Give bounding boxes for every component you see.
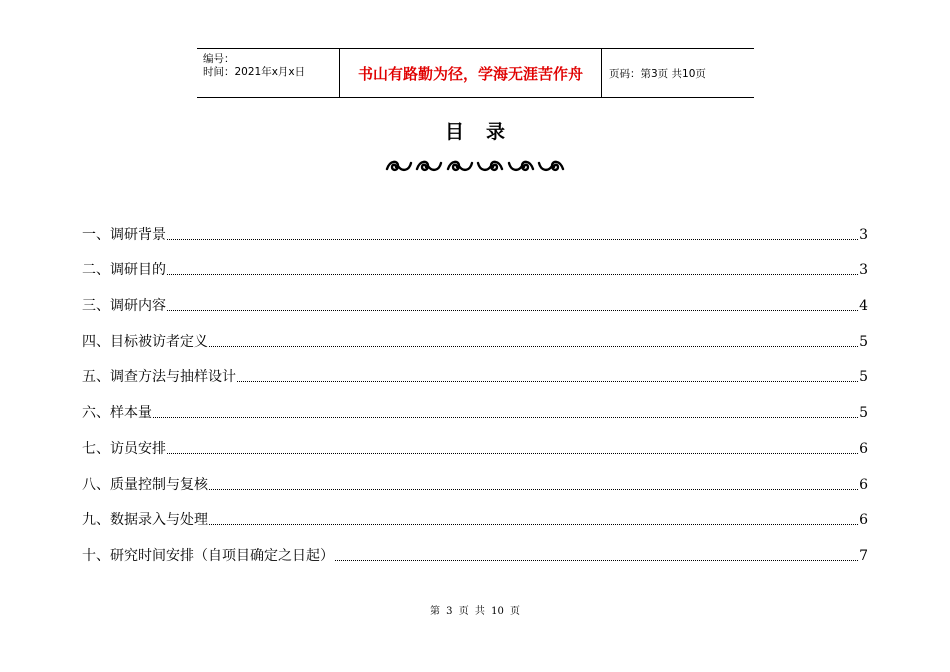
toc-entry-label: 七、访员安排	[82, 440, 166, 457]
toc-leader-dots	[167, 453, 858, 454]
toc-leader-dots	[335, 560, 858, 561]
toc-leader-dots	[167, 239, 858, 240]
code-label: 编号：	[203, 53, 235, 65]
toc-entry-label: 二、调研目的	[82, 262, 166, 279]
toc-entry-label: 四、目标被访者定义	[82, 333, 208, 350]
toc-entry-page: 5	[859, 369, 868, 386]
toc-entry[interactable]	[82, 458, 868, 494]
toc-entry-page: 6	[859, 512, 868, 529]
flourish-icon	[385, 157, 413, 175]
toc-entry-label: 十、研究时间安排（自项目确定之日起）	[82, 547, 334, 564]
toc-entry-page: 5	[859, 333, 868, 350]
flourish-icon	[537, 157, 565, 175]
toc-entry[interactable]	[82, 315, 868, 351]
toc-entry[interactable]	[82, 422, 868, 458]
toc-leader-dots	[209, 489, 858, 490]
toc-leader-dots	[167, 274, 858, 275]
toc-entry-page: 5	[859, 405, 868, 422]
header-motto: 书山有路勤为径，学海无涯苦作舟	[339, 49, 602, 97]
toc-entry-label: 八、质量控制与复核	[82, 476, 208, 493]
toc-entry[interactable]	[82, 494, 868, 530]
flourish-icon	[446, 157, 474, 175]
toc-list	[82, 208, 868, 565]
toc-entry-page: 3	[859, 262, 868, 279]
toc-entry-label: 五、调查方法与抽样设计	[82, 369, 236, 386]
header-page-info: 页码：第3页 共10页	[609, 67, 706, 80]
toc-entry[interactable]	[82, 386, 868, 422]
toc-entry-page: 3	[859, 226, 868, 243]
toc-entry[interactable]	[82, 529, 868, 565]
date-label: 时间：2021年x月x日	[203, 66, 306, 78]
toc-entry[interactable]	[82, 244, 868, 280]
toc-entry-label: 六、样本量	[82, 405, 152, 422]
flourish-icon	[507, 157, 535, 175]
flourish-icon	[415, 157, 443, 175]
toc-leader-dots	[209, 346, 858, 347]
scroll-flourish-icon	[385, 157, 565, 175]
header-table	[197, 48, 754, 98]
toc-entry-page: 6	[859, 476, 868, 493]
toc-entry[interactable]	[82, 351, 868, 387]
page-footer: 第 3 页 共 10 页	[430, 606, 520, 617]
toc-leader-dots	[209, 524, 858, 525]
toc-leader-dots	[237, 381, 858, 382]
header-meta	[197, 49, 339, 97]
toc-entry-page: 4	[859, 298, 868, 315]
toc-entry-label: 九、数据录入与处理	[82, 512, 208, 529]
toc-entry-label: 一、调研背景	[82, 226, 166, 243]
toc-title: 目录	[444, 121, 527, 143]
toc-entry-label: 三、调研内容	[82, 298, 166, 315]
toc-leader-dots	[153, 417, 858, 418]
flourish-icon	[476, 157, 504, 175]
toc-entry[interactable]	[82, 279, 868, 315]
toc-entry[interactable]	[82, 208, 868, 244]
toc-entry-page: 6	[859, 440, 868, 457]
toc-entry-page: 7	[859, 547, 868, 564]
toc-leader-dots	[167, 310, 858, 311]
